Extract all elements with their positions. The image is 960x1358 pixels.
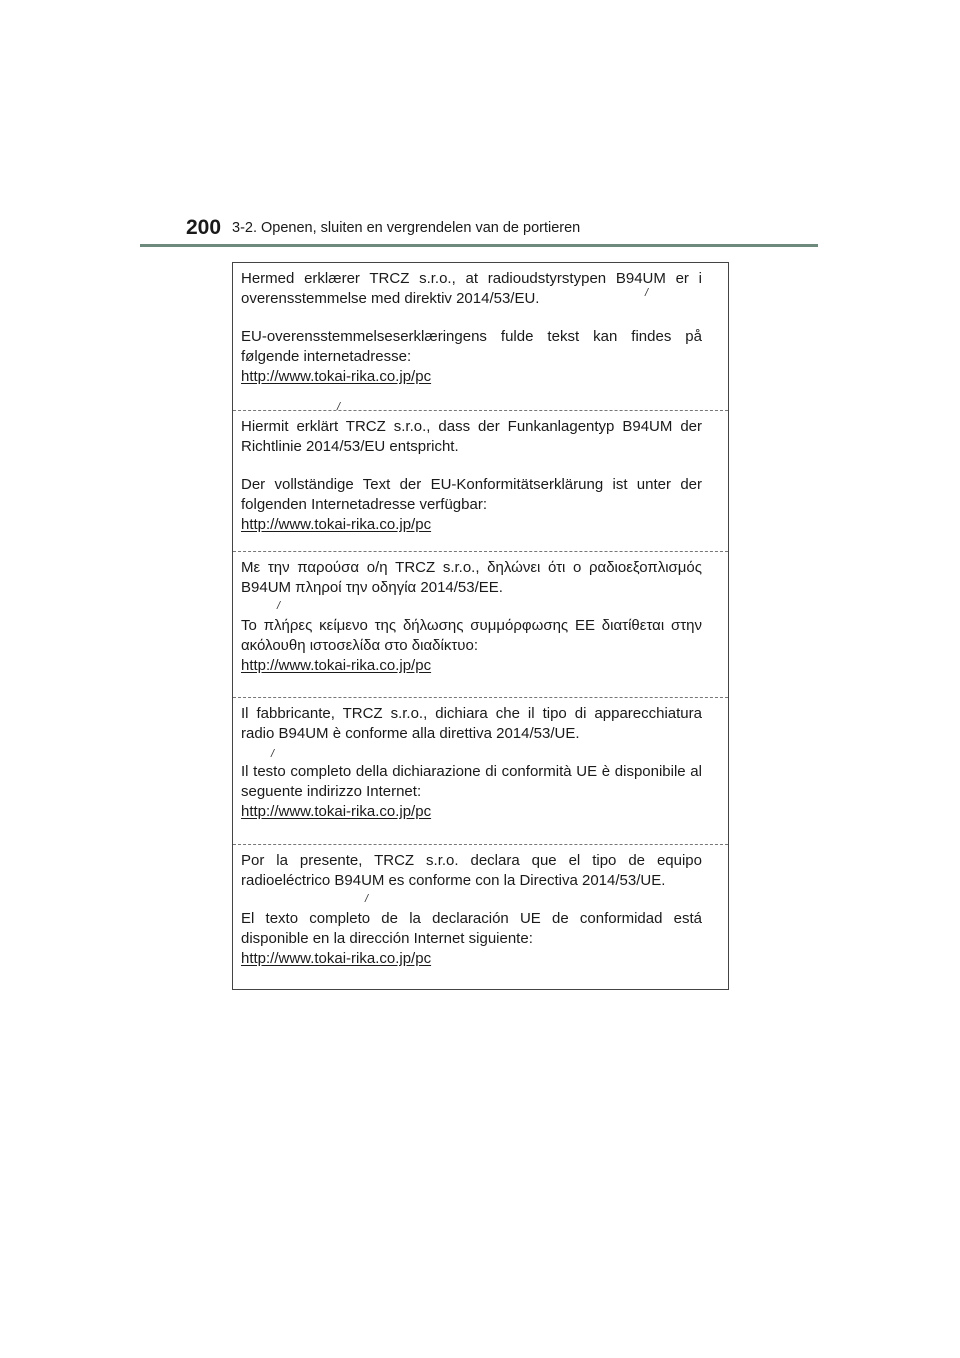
declaration-info: EU-overensstemmelseserklæringens fulde tekst kan findes på følgende internetadresse: xyxy=(241,328,702,365)
declaration-link[interactable]: http://www.tokai-rika.co.jp/pc xyxy=(241,368,432,385)
declaration-link[interactable]: http://www.tokai-rika.co.jp/pc xyxy=(241,803,432,820)
declaration-statement: Hiermit erklärt TRCZ s.r.o., dass der Funkanlagentyp B94UM der Richtlinie 2014/53/EU entspricht. xyxy=(241,418,702,455)
declaration-italian xyxy=(233,697,728,844)
checkmark-icon: / xyxy=(271,748,275,760)
declarations-box xyxy=(232,262,729,990)
declaration-link[interactable]: http://www.tokai-rika.co.jp/pc xyxy=(241,657,432,674)
declaration-spanish xyxy=(233,844,728,989)
declaration-danish xyxy=(233,263,728,410)
declaration-statement: Por la presente, TRCZ s.r.o. declara que el tipo de equipo radioeléctrico B94UM es conforme con la Directiva 2014/53/UE. xyxy=(241,852,702,889)
header-rule xyxy=(140,244,818,247)
chapter-title: 3-2. Openen, sluiten en vergrendelen van de portieren xyxy=(232,220,581,236)
declaration-statement: Με την παρούσα ο/η TRCZ s.r.o., δηλώνει ότι ο ραδιοεξοπλισμός B94UM πληροί την οδηγία 2014/53/ΕΕ. xyxy=(241,559,702,596)
declaration-info: El texto completo de la declaración UE de conformidad está disponible en la dirección Internet siguiente: xyxy=(241,910,702,947)
checkmark-icon: / xyxy=(337,401,341,413)
declaration-statement: Il fabbricante, TRCZ s.r.o., dichiara che il tipo di apparecchiatura radio B94UM è conforme alla direttiva 2014/53/UE. xyxy=(241,705,702,742)
declaration-link[interactable]: http://www.tokai-rika.co.jp/pc xyxy=(241,950,432,967)
declaration-german xyxy=(233,401,728,551)
checkmark-icon: / xyxy=(277,600,281,612)
page-number: 200 xyxy=(186,216,222,239)
declaration-statement: Hermed erklærer TRCZ s.r.o., at radioudstyrstypen B94UM er i overensstemmelse med direktiv 2014/53/EU. xyxy=(241,270,702,307)
declaration-info: Το πλήρες κείμενο της δήλωσης συμμόρφωσης ΕΕ διατίθεται στην ακόλουθη ιστοσελίδα στο διαδίκτυο: xyxy=(241,617,702,654)
declaration-link[interactable]: http://www.tokai-rika.co.jp/pc xyxy=(241,516,432,533)
declaration-info: Il testo completo della dichiarazione di conformità UE è disponibile al seguente indirizzo Internet: xyxy=(241,763,702,800)
declaration-info: Der vollständige Text der EU-Konformitätserklärung ist unter der folgenden Internetadresse verfügbar: xyxy=(241,476,702,513)
checkmark-icon: / xyxy=(365,893,369,905)
declaration-greek xyxy=(233,551,728,697)
checkmark-icon: / xyxy=(645,287,649,299)
